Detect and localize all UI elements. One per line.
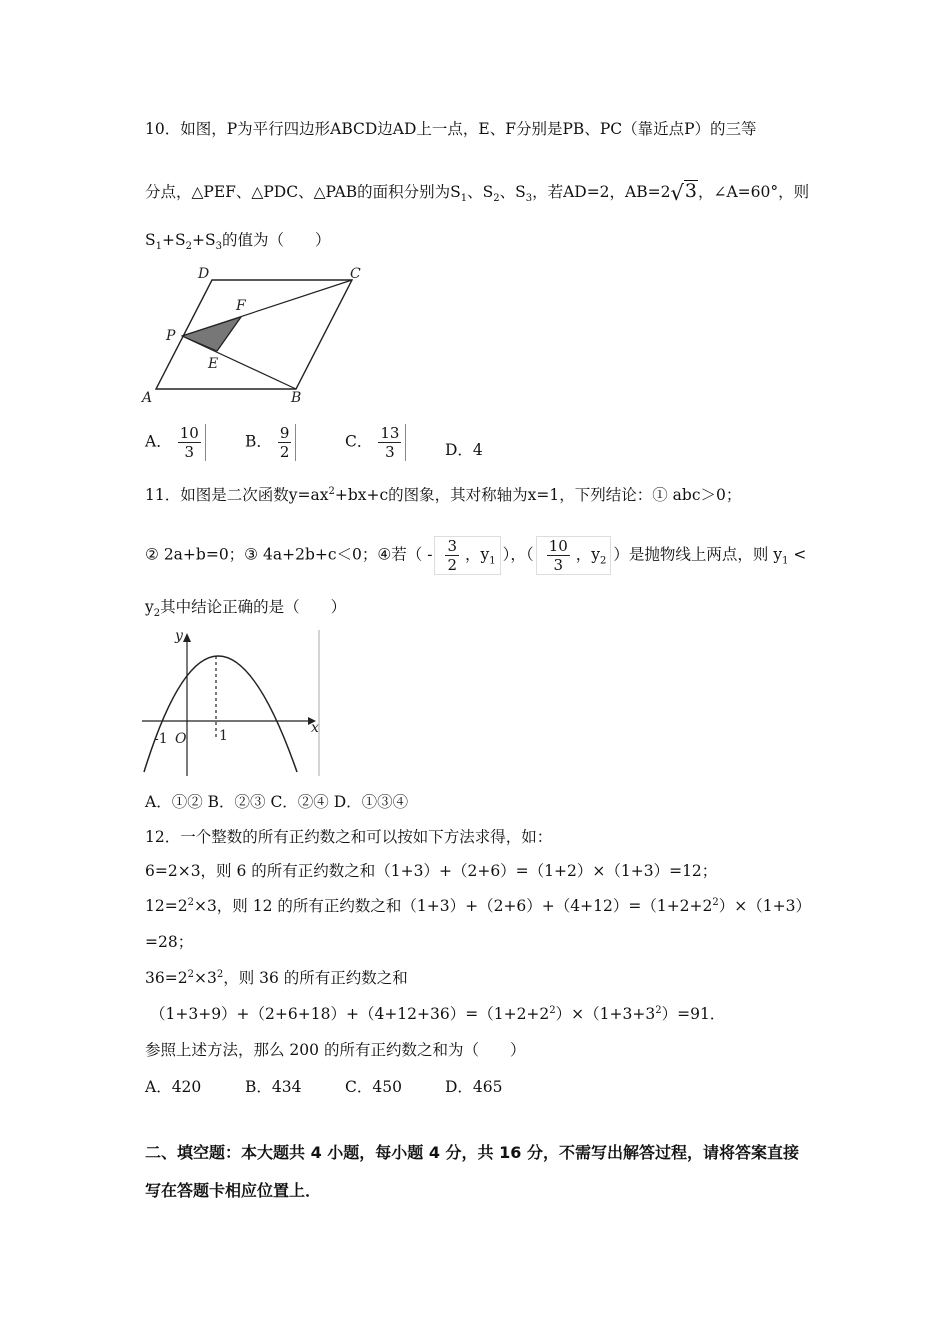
q11-options[interactable]: A．①② B．②③ C．②④ D．①③④ bbox=[145, 793, 409, 811]
fraction: $\frac{9}{2}$ bbox=[274, 424, 297, 461]
fraction: $\frac{13}{3}$ bbox=[374, 424, 406, 461]
q12-option-b[interactable]: B．434 bbox=[245, 1078, 302, 1096]
q10-parallelogram-figure bbox=[140, 264, 370, 410]
q10-stem-line1: 10．如图，P为平行四边形ABCD边AD上一点，E、F分别是PB、PC（靠近点P）的三等 bbox=[145, 120, 757, 138]
point-1: $\frac{3}{2}$ ，$y_1$ bbox=[434, 536, 500, 575]
label-e: E bbox=[208, 356, 219, 372]
section2-heading-line2: 写在答题卡相应位置上． bbox=[145, 1181, 322, 1200]
q12-stem-line1: 12．一个整数的所有正约数之和可以按如下方法求得，如： bbox=[145, 828, 553, 846]
fraction: $\frac{10}{3}$ bbox=[174, 424, 206, 461]
q12-option-d[interactable]: D．465 bbox=[445, 1078, 503, 1096]
label-y: y bbox=[175, 628, 183, 644]
q12-example-36-calc: $(1+3+9)+(2+6+18)+(4+12+36)=(1+2+2^2)\times(1+3+3^2)=91$． bbox=[150, 1004, 726, 1023]
label-x: x bbox=[311, 720, 319, 736]
q12-question: 参照上述方法，那么 200 的所有正约数之和为（ ） bbox=[145, 1041, 526, 1059]
q10-option-a[interactable]: A． $\frac{10}{3}$ bbox=[145, 424, 208, 461]
label-origin: O bbox=[175, 731, 187, 747]
q10-option-b[interactable]: B． $\frac{9}{2}$ bbox=[245, 424, 298, 461]
label-b: B bbox=[291, 390, 302, 406]
sqrt-value: 3 bbox=[684, 180, 697, 202]
label-c: C bbox=[350, 266, 361, 282]
q11-parabola-graph bbox=[140, 626, 330, 780]
label-a: A bbox=[142, 390, 153, 406]
q10-triangle-areas: △PEF、△PDC、△PAB的面积分别为S bbox=[191, 183, 461, 201]
parabola-curve bbox=[144, 656, 297, 772]
q11-stem-line2: ② 2a+b=0；③ 4a+2b+c＜0；④若（ - $\frac{3}{2}$ ，$y_1$ ），（ $\frac{10}{3}$ ，$y_2$ ）是抛物线上两点，则 $y_1$ < bbox=[145, 537, 807, 574]
q10-stem-line3: $S_1+S_2+S_3$的值为（ ） bbox=[145, 231, 331, 253]
label-one: 1 bbox=[219, 728, 228, 744]
q12-example-12: $12=2^2\times 3$，则 12 的所有正约数之和$(1+3)+(2+6)+(4+12)=(1+2+2^2)\times(1+3)$ bbox=[145, 896, 811, 915]
q10-stem-line2: 分点，△PEF、△PDC、△PAB的面积分别为$S_1$、$S_2$、$S_3$，若AD=2，AB=2√3，∠A=60°，则 bbox=[145, 180, 810, 205]
q10-option-c[interactable]: C． $\frac{13}{3}$ bbox=[345, 424, 408, 461]
q11-stem-line3: $y_2$其中结论正确的是（ ） bbox=[145, 598, 347, 620]
q10-option-d[interactable]: D．4 bbox=[445, 441, 483, 459]
label-f: F bbox=[236, 298, 246, 314]
point-2: $\frac{10}{3}$ ，$y_2$ bbox=[536, 536, 612, 575]
q12-example-36: $36=2^2\times 3^2$，则 36 的所有正约数之和 bbox=[145, 968, 408, 987]
q12-option-c[interactable]: C．450 bbox=[345, 1078, 402, 1096]
q12-option-a[interactable]: A．420 bbox=[145, 1078, 202, 1096]
segment-pb bbox=[182, 336, 296, 389]
q12-example-12-result: =28； bbox=[145, 933, 194, 951]
sqrt-symbol: √ bbox=[670, 181, 684, 205]
y-axis-arrow-icon bbox=[183, 633, 191, 642]
label-neg1: -1 bbox=[154, 731, 168, 747]
section2-heading-line1: 二、填空题：本大题共 4 小题，每小题 4 分，共 16 分，不需写出解答过程，请将答案直接 bbox=[145, 1143, 799, 1162]
q12-example-6: 6=2×3，则 6 的所有正约数之和（1+3）+（2+6）=（1+2）×（1+3）=12； bbox=[145, 862, 718, 880]
label-p: P bbox=[166, 328, 176, 344]
label-d: D bbox=[198, 266, 210, 282]
q11-stem-line1: 11．如图是二次函数$y=ax^2+bx+c$的图象，其对称轴为x=1，下列结论：① abc＞0； bbox=[145, 485, 742, 504]
